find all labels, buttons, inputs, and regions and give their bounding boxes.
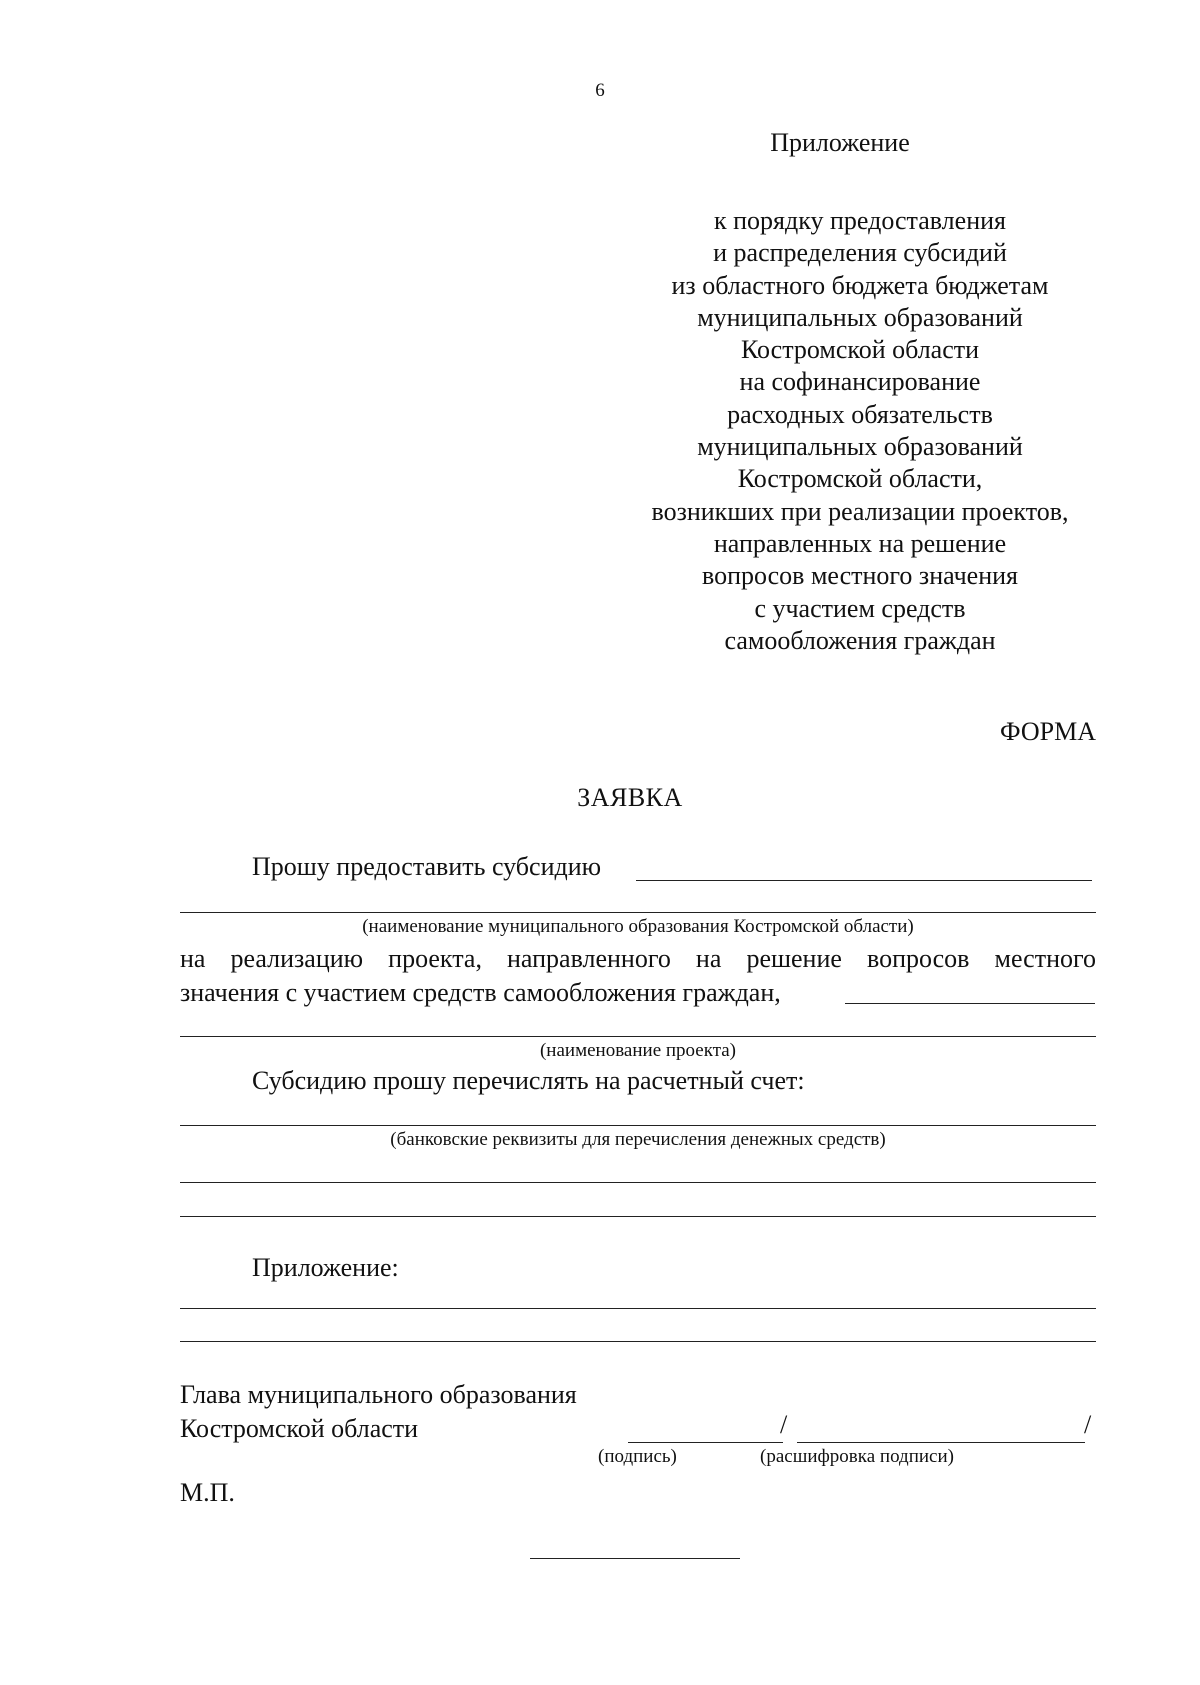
project-field-line-2[interactable]	[180, 1036, 1096, 1037]
signature-decode-caption: (расшифровка подписи)	[760, 1446, 954, 1467]
request-intro: Прошу предоставить субсидию	[252, 852, 602, 881]
seal-mark: М.П.	[180, 1478, 235, 1507]
signature-caption: (подпись)	[598, 1446, 677, 1467]
appendix-line: из областного бюджета бюджетам	[671, 270, 1049, 300]
form-label: ФОРМА	[1000, 717, 1096, 746]
appendix-line: возникших при реализации проектов,	[651, 496, 1069, 526]
signature-decode-field-line[interactable]	[797, 1442, 1085, 1443]
project-text-line2: значения с участием средств самообложения граждан,	[180, 978, 781, 1007]
appendix-line: направленных на решение	[713, 528, 1007, 558]
appendix-line: муниципальных образований	[697, 432, 1023, 462]
end-divider	[530, 1558, 740, 1559]
appendix-line: с участием средств	[754, 593, 966, 623]
page-number: 6	[595, 80, 605, 101]
municipality-caption: (наименование муниципального образования Костромской области)	[362, 916, 914, 937]
appendix-line: Костромской области	[740, 335, 980, 365]
attachment-field-line[interactable]	[180, 1308, 1096, 1309]
bank-field-line-3[interactable]	[180, 1216, 1096, 1217]
project-field-line[interactable]	[845, 1003, 1095, 1004]
appendix-line: и распределения субсидий	[713, 238, 1007, 268]
appendix-line: муниципальных образований	[697, 302, 1023, 332]
account-text: Субсидию прошу перечислять на расчетный счет:	[252, 1066, 805, 1095]
appendix-line: самообложения граждан	[724, 625, 996, 655]
appendix-line: к порядку предоставления	[714, 206, 1006, 235]
position-title-line1: Глава муниципального образования	[180, 1380, 577, 1409]
position-title-line2: Костромской области	[180, 1414, 419, 1443]
municipality-field-line-2[interactable]	[180, 912, 1096, 913]
signature-slash-end: /	[1084, 1410, 1092, 1439]
bank-caption: (банковские реквизиты для перечисления денежных средств)	[390, 1129, 886, 1150]
signature-slash: /	[780, 1410, 788, 1439]
appendix-line: вопросов местного значения	[701, 561, 1019, 591]
bank-field-line[interactable]	[180, 1125, 1096, 1126]
municipality-field-line[interactable]	[636, 880, 1092, 881]
appendix-line: расходных обязательств	[727, 399, 993, 429]
signature-field-line[interactable]	[628, 1442, 783, 1443]
document-title: ЗАЯВКА	[577, 783, 683, 812]
bank-field-line-2[interactable]	[180, 1182, 1096, 1183]
attachment-label: Приложение:	[252, 1253, 399, 1282]
project-caption: (наименование проекта)	[539, 1040, 736, 1061]
attachment-field-line-2[interactable]	[180, 1341, 1096, 1342]
appendix-description	[630, 205, 1090, 657]
project-text-line1: на реализацию проекта, направленного на решение вопросов местного	[180, 944, 1096, 973]
appendix-title: Приложение	[770, 128, 910, 157]
appendix-line: на софинансирование	[739, 367, 981, 397]
appendix-line: Костромской области,	[737, 464, 983, 494]
